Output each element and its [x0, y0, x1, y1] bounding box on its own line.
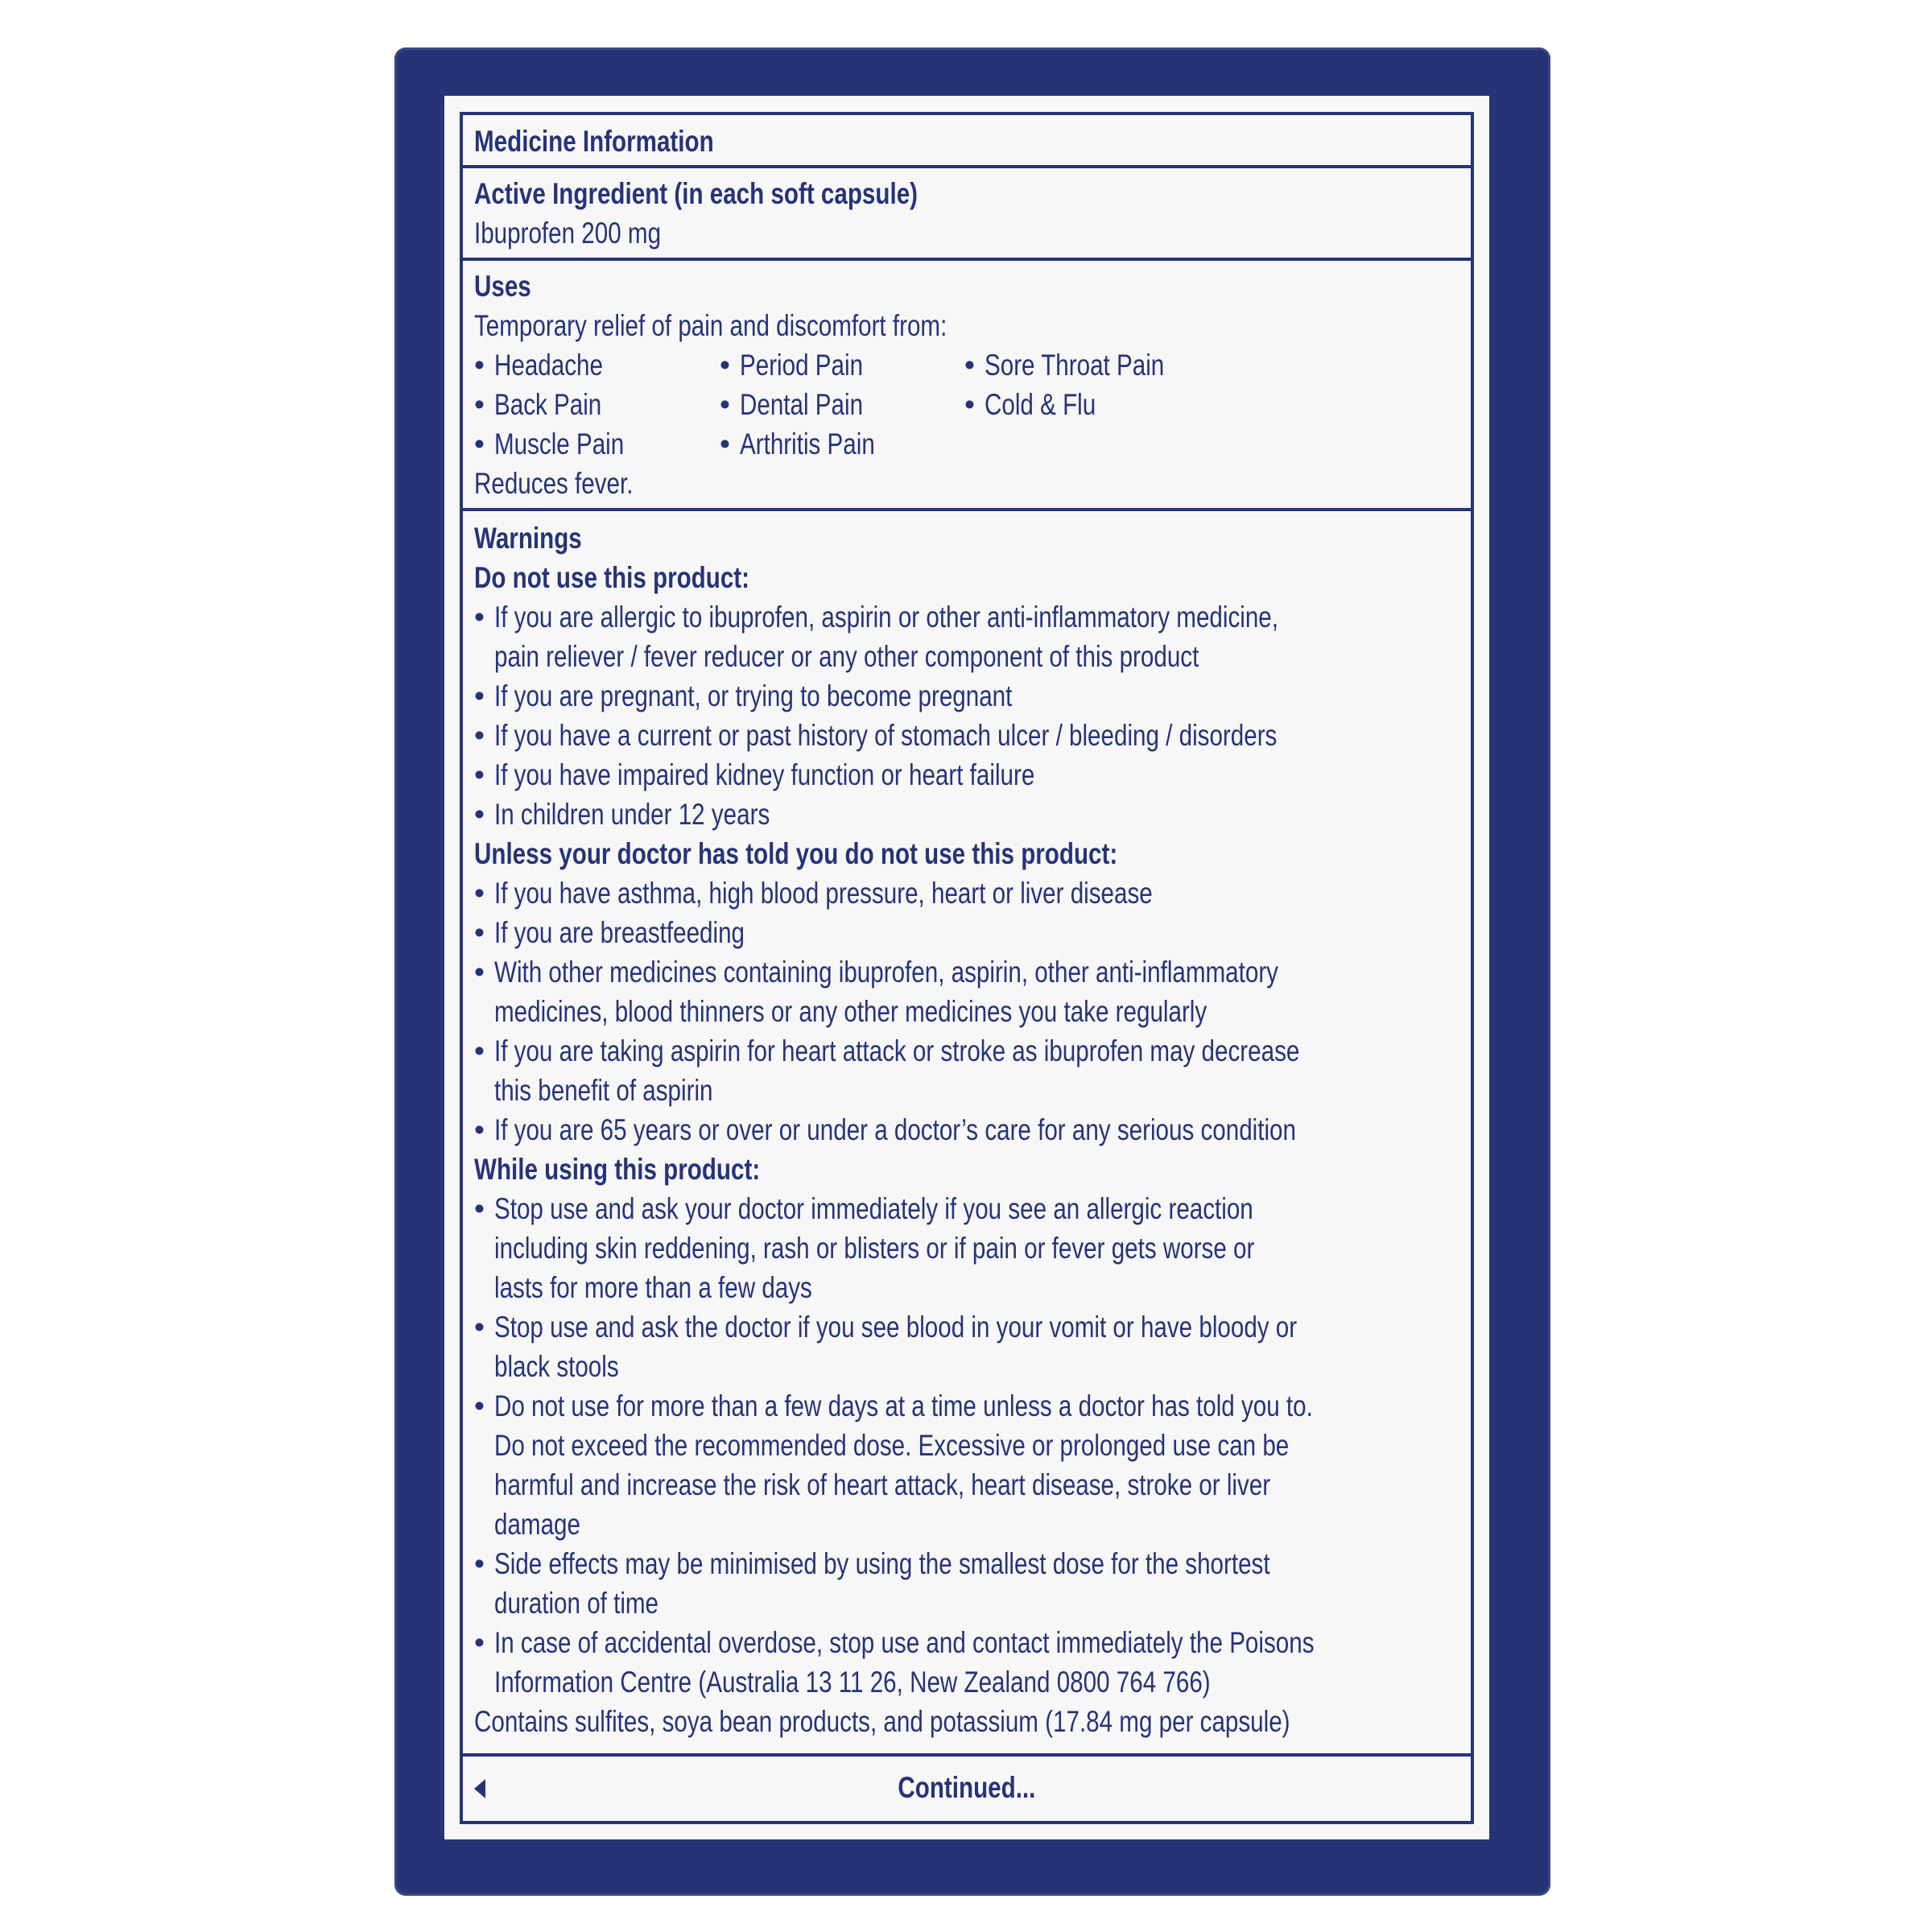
use-item: [720, 385, 964, 424]
use-item: [474, 385, 720, 424]
warning-item-line: Side effects may be minimised by using the smallest dose for the shortest: [494, 1547, 1270, 1580]
warning-item: [474, 1110, 1459, 1150]
use-item: [474, 424, 720, 464]
warning-item: [474, 795, 1459, 834]
warning-item-line: In case of accidental overdose, stop use and contact immediately the Poisons: [494, 1626, 1315, 1659]
warning-item-line: If you are allergic to ibuprofen, aspirin or other anti-inflammatory medicine,: [494, 601, 1278, 634]
use-item-label: Period Pain: [740, 349, 864, 382]
warning-item-line: In children under 12 years: [494, 798, 770, 831]
warning-item: [474, 1544, 1459, 1623]
page-title: Medicine Information: [474, 125, 714, 158]
warning-item-line: If you have impaired kidney function or heart failure: [494, 758, 1035, 791]
warning-item-line: damage: [494, 1508, 580, 1541]
warning-item-line: harmful and increase the risk of heart attack, heart disease, stroke or liver: [494, 1468, 1271, 1501]
use-item-label: Arthritis Pain: [740, 427, 875, 460]
warning-item-line: With other medicines containing ibuprofen, aspirin, other anti-inflammatory: [494, 956, 1278, 989]
use-item-label: Cold & Flu: [985, 388, 1096, 421]
use-item: [720, 424, 964, 464]
warning-item-line: pain reliever / fever reducer or any other component of this product: [494, 640, 1199, 673]
warning-item-line: If you have asthma, high blood pressure, heart or liver disease: [494, 877, 1153, 910]
warning-item: [474, 1386, 1459, 1544]
warning-item-line: If you are 65 years or over or under a doctor’s care for any serious condition: [494, 1113, 1296, 1146]
warnings-section: [463, 511, 1471, 1757]
warning-item: [474, 913, 1459, 952]
use-item-label: Dental Pain: [740, 388, 864, 421]
use-item-label: Sore Throat Pain: [985, 349, 1165, 382]
warning-subheading: Unless your doctor has told you do not use this product:: [474, 837, 1118, 870]
warning-item-line: Do not use for more than a few days at a time unless a doctor has told you to.: [494, 1389, 1313, 1422]
use-item: [474, 345, 720, 385]
active-ingredient-section: [463, 168, 1471, 261]
warning-item: [474, 676, 1459, 716]
warning-item-line: lasts for more than a few days: [494, 1271, 812, 1304]
uses-heading: Uses: [474, 270, 531, 303]
use-item-label: Back Pain: [494, 388, 602, 421]
warning-item-line: Do not exceed the recommended dose. Excessive or prolonged use can be: [494, 1429, 1290, 1462]
warning-item-line: Stop use and ask your doctor immediately if you see an allergic reaction: [494, 1192, 1253, 1225]
warnings-groups: [474, 558, 1459, 1702]
warning-item-line: including skin reddening, rash or blisters or if pain or fever gets worse or: [494, 1232, 1255, 1265]
warning-item-line: If you have a current or past history of stomach ulcer / bleeding / disorders: [494, 719, 1278, 752]
warning-item-line: Information Centre (Australia 13 11 26, New Zealand 0800 764 766): [494, 1666, 1211, 1699]
continued-label: Continued...: [898, 1771, 1036, 1804]
warning-item-line: medicines, blood thinners or any other medicines you take regularly: [494, 995, 1208, 1028]
warning-item: [474, 1623, 1459, 1702]
warning-item-line: black stools: [494, 1350, 619, 1383]
active-ingredient-heading: Active Ingredient (in each soft capsule): [474, 177, 919, 210]
warning-item: [474, 1031, 1459, 1110]
medicine-info-table: [460, 112, 1474, 1824]
warning-item: [474, 755, 1459, 795]
warning-item-line: If you are taking aspirin for heart attack or stroke as ibuprofen may decrease: [494, 1034, 1300, 1067]
warning-item-line: Stop use and ask the doctor if you see blood in your vomit or have bloody or: [494, 1311, 1298, 1344]
warning-item-line: this benefit of aspirin: [494, 1074, 713, 1107]
warning-subheading: While using this product:: [474, 1153, 761, 1186]
warning-item-line: If you are pregnant, or trying to become pregnant: [494, 679, 1013, 712]
uses-section: [463, 261, 1471, 511]
warning-item: [474, 597, 1459, 676]
active-ingredient-value: Ibuprofen 200 mg: [474, 217, 662, 250]
use-item-label: Headache: [494, 349, 603, 382]
use-item: [964, 345, 1206, 385]
warning-item-line: duration of time: [494, 1587, 659, 1620]
warning-item: [474, 873, 1459, 913]
warning-item: [474, 952, 1459, 1031]
use-item-label: Muscle Pain: [494, 427, 625, 460]
title-section: [463, 115, 1471, 168]
warning-item-line: If you are breastfeeding: [494, 916, 745, 949]
warnings-heading: Warnings: [474, 522, 582, 555]
uses-list: [474, 345, 1459, 464]
warning-item: [474, 716, 1459, 755]
footer-section: [463, 1757, 1471, 1821]
contains-note: Contains sulfites, soya bean products, and potassium (17.84 mg per capsule): [474, 1705, 1290, 1738]
warning-item: [474, 1189, 1459, 1307]
uses-intro: Temporary relief of pain and discomfort from:: [474, 309, 947, 342]
use-item: [964, 385, 1206, 424]
warning-item: [474, 1307, 1459, 1386]
uses-fever-note: Reduces fever.: [474, 467, 634, 500]
use-item: [720, 345, 964, 385]
warning-subheading: Do not use this product:: [474, 561, 750, 594]
